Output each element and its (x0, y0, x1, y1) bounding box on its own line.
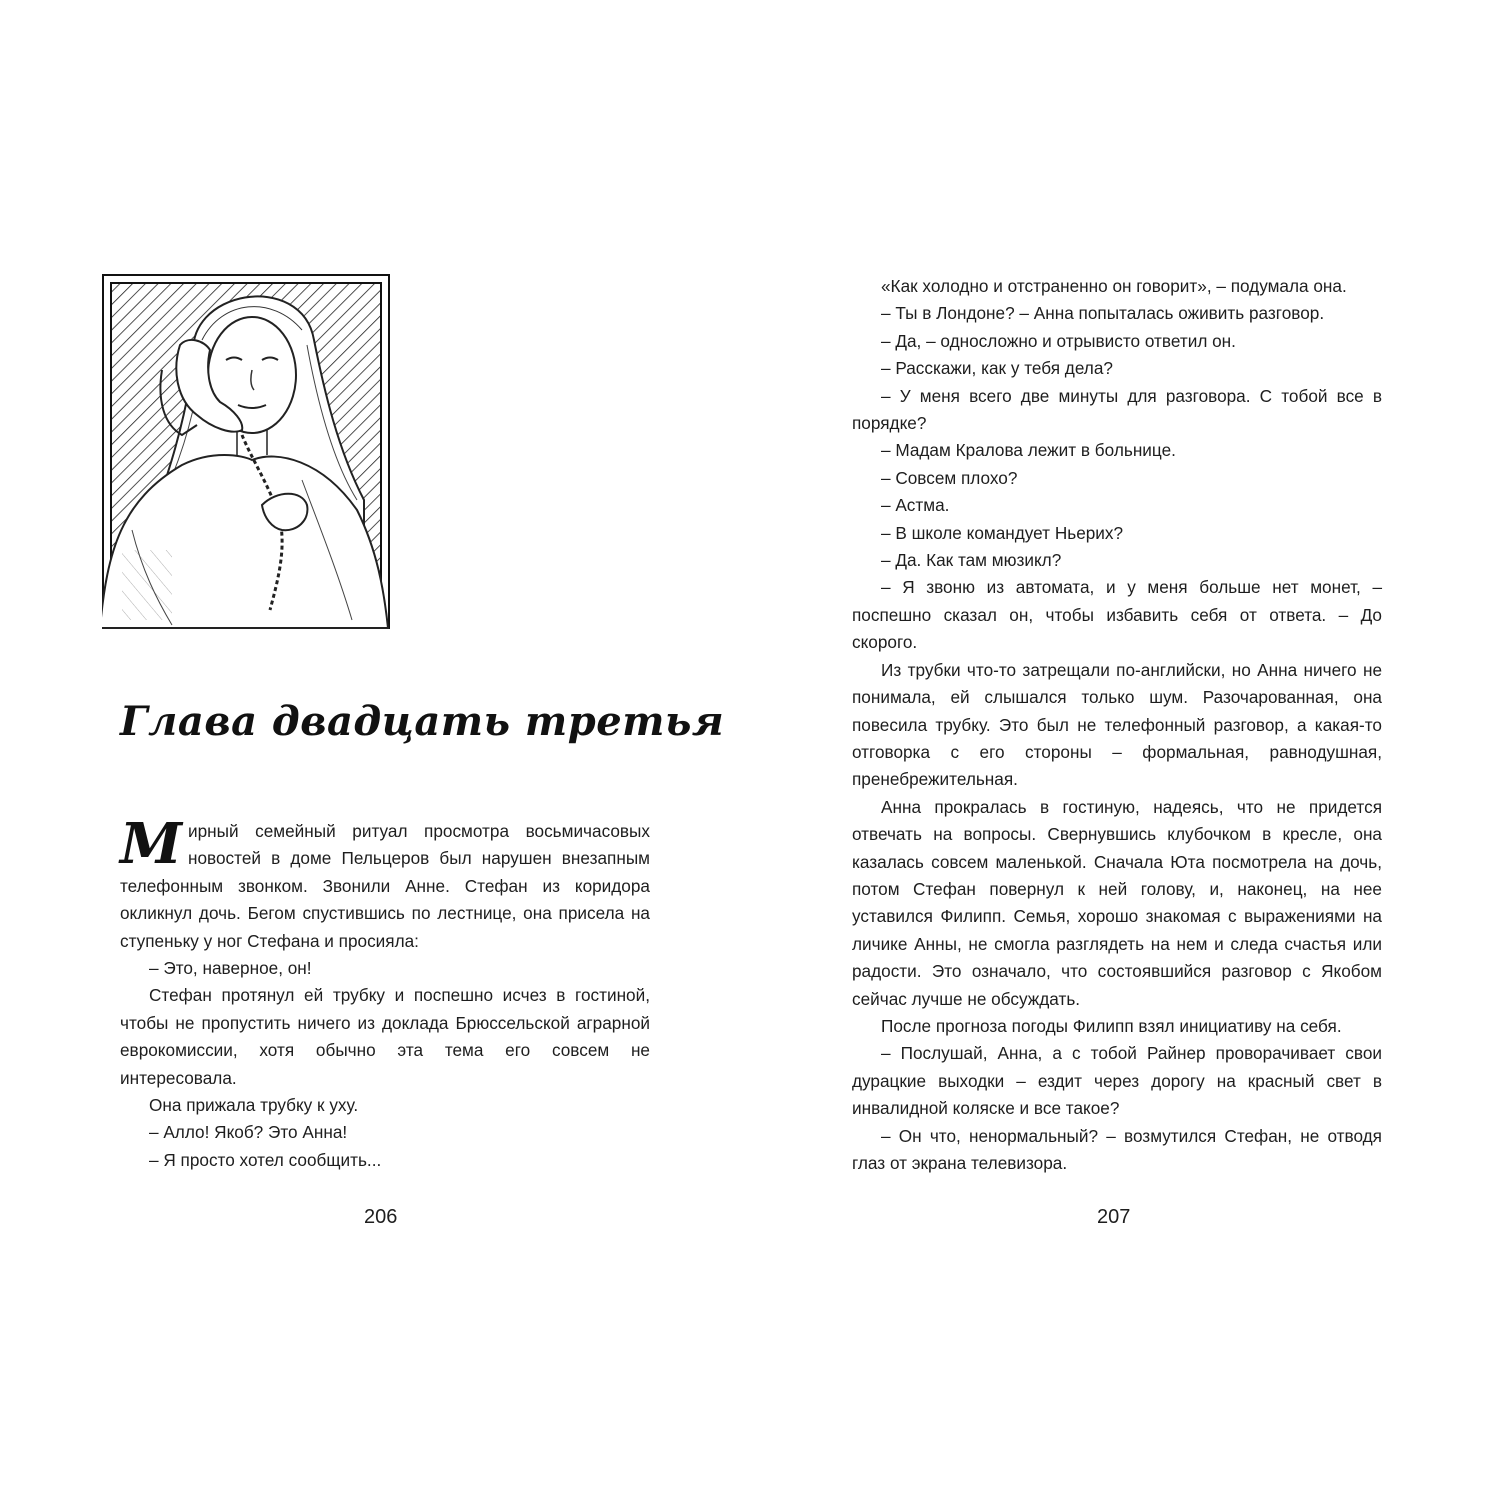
paragraph: – У меня всего две минуты для разговора. С тобой все в порядке? (852, 385, 1382, 434)
right-text-column (852, 273, 1382, 1177)
paragraph: Из трубки что-то затрещали по-английски, но Анна ничего не понимала, ей слышался только шум. Разочарованная, она повесила трубку. Это был не телефонный разговор, а какая-то отговорка с его стороны – формальная, равнодушная, пренебрежительная. (852, 659, 1382, 790)
paragraph: – Послушай, Анна, а с тобой Райнер проворачивает свои дурацкие выходки – ездит через дорогу на красный свет в инвалидной коляске и все такое? (852, 1043, 1382, 1119)
paragraph: – Да. Как там мюзикл? (881, 550, 1062, 571)
page-number: 207 (1097, 1206, 1131, 1228)
paragraph: – Это, наверное, он! (149, 958, 312, 979)
chapter-title: Глава двадцать третья (120, 698, 725, 745)
paragraph: – В школе командует Ньерих? (881, 522, 1124, 543)
paragraph: – Астма. (881, 495, 950, 516)
paragraph: Она прижала трубку к уху. (149, 1095, 359, 1116)
page-number: 206 (364, 1206, 398, 1228)
paragraph: – Мадам Кралова лежит в больнице. (881, 440, 1176, 461)
left-text-column (120, 811, 650, 1174)
right-page (750, 0, 1500, 1500)
paragraph: Стефан протянул ей трубку и поспешно исчез в гостиной, чтобы не пропустить ничего из доклада Брюссельской аграрной еврокомиссии, хотя обычно эта тема его совсем не интересовала. (120, 985, 650, 1088)
paragraph: «Как холодно и отстраненно он говорит», – подумала она. (881, 276, 1347, 296)
paragraph: Анна прокралась в гостиную, надеясь, что не придется отвечать на вопросы. Свернувшись клубочком в кресле, она казалась совсем маленькой. Сначала Юта посмотрела на дочь, потом Стефан повернул к ней голову, и, наконец, на нее уставился Филипп. Семья, хорошо знакомая с выражениями на личике Анны, не смогла разглядеть на нем и следа счастья или радости. Это означало, что состоявшийся разговор с Якобом сейчас лучше не обсуждать. (852, 796, 1382, 1009)
paragraph: – Расскажи, как у тебя дела? (881, 358, 1113, 379)
paragraph: После прогноза погоды Филипп взял инициативу на себя. (881, 1015, 1342, 1036)
paragraph: – Я просто хотел сообщить... (149, 1149, 382, 1170)
paragraph: – Да, – односложно и отрывисто ответил он. (881, 330, 1236, 351)
paragraph: – Ты в Лондоне? – Анна попыталась оживить разговор. (881, 303, 1325, 324)
paragraph-text: ирный семейный ритуал просмотра восьмичасовых новостей в доме Пельцеров был нарушен внезапным телефонным звонком. Звонили Анне. Стефан из коридора окликнул дочь. Бегом спустившись по лестнице, она присела на ступеньку у ног Стефана и просияла: (120, 821, 650, 951)
paragraph (120, 811, 650, 955)
drop-cap: М (120, 811, 182, 877)
paragraph: – Совсем плохо? (881, 467, 1018, 488)
paragraph: – Я звоню из автомата, и у меня больше нет монет, – поспешно сказал он, чтобы избавить себя от ответа. – До скорого. (852, 577, 1382, 653)
paragraph: – Алло! Якоб? Это Анна! (149, 1122, 348, 1143)
paragraph: – Он что, ненормальный? – возмутился Стефан, не отводя глаз от экрана телевизора. (852, 1125, 1382, 1173)
woman-on-phone-illustration (102, 250, 390, 630)
